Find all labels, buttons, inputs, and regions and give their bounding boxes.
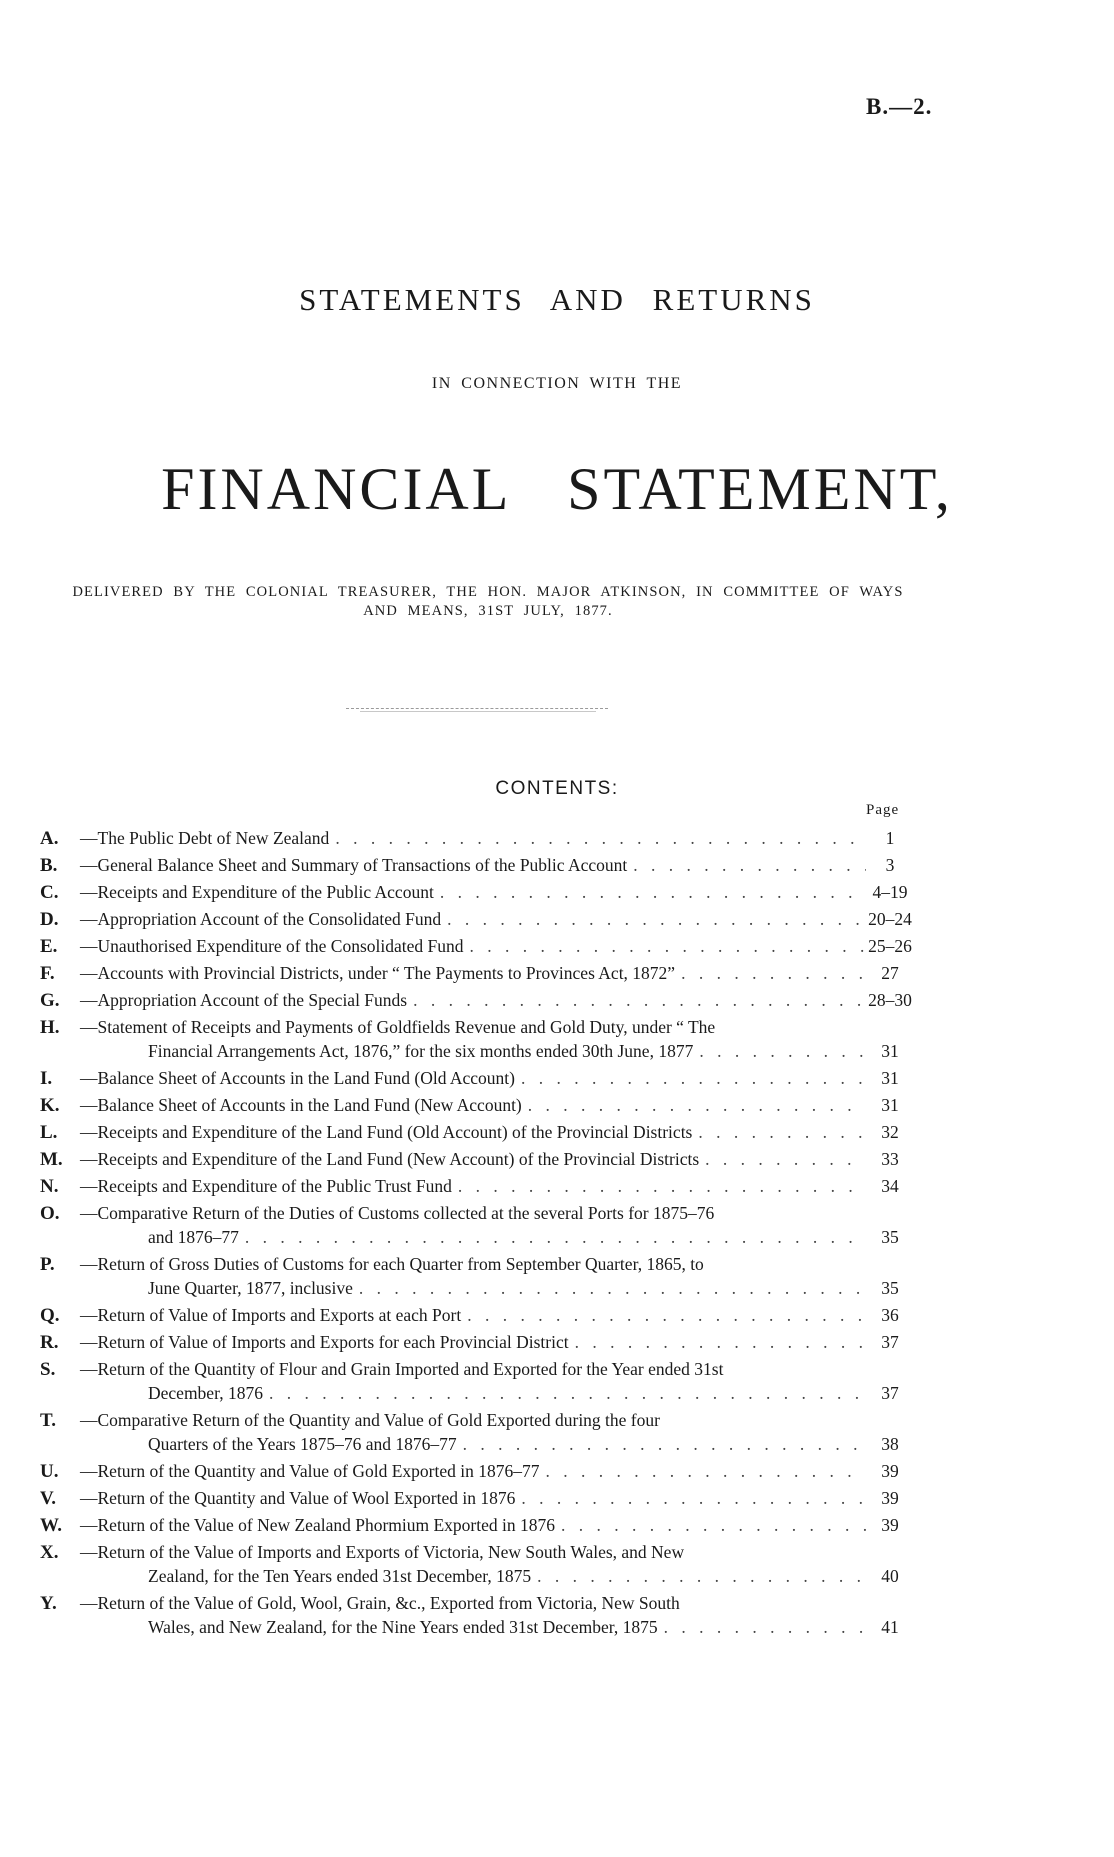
toc-entry-title: Wales, and New Zealand, for the Nine Years ended 31st December, 1875 [148, 1617, 658, 1637]
toc-entry-title: —Return of the Value of Imports and Exports of Victoria, New South Wales, and New [80, 1542, 685, 1562]
toc-entry-line [40, 988, 914, 1012]
dot-leader [531, 1564, 866, 1588]
page-reference: B.—2. [866, 94, 933, 119]
toc-entry-line [40, 826, 914, 850]
toc-entry [40, 988, 914, 1012]
toc-entry-page: 25–26 [868, 936, 912, 956]
toc-entry-letter: S. [40, 1359, 56, 1380]
toc-entry-title: and 1876–77 [148, 1227, 239, 1247]
toc-entry-line [40, 1201, 914, 1225]
toc-entry [40, 1330, 914, 1354]
toc-entry-page: 35 [881, 1278, 899, 1298]
toc-entry-letter: E. [40, 936, 58, 957]
toc-entry-title: December, 1876 [148, 1383, 263, 1403]
toc-entry-title: Zealand, for the Ten Years ended 31st December, 1875 [148, 1566, 532, 1586]
toc-entry-letter: N. [40, 1176, 59, 1197]
toc-entry-letter: F. [40, 963, 55, 984]
toc-entry-line [40, 853, 914, 877]
toc-entry-title: —Appropriation Account of the Consolidated Fund [80, 909, 442, 929]
decorative-rule-lower [360, 711, 596, 712]
toc-entry-title: —Return of the Value of Gold, Wool, Grain, &c., Exported from Victoria, New South [80, 1593, 680, 1613]
dot-leader [569, 1330, 866, 1354]
toc-entry-line [40, 1564, 914, 1588]
toc-entry-line [40, 1174, 914, 1198]
toc-entry-letter: O. [40, 1203, 60, 1224]
toc-entry-title: —Accounts with Provincial Districts, under “ The Payments to Provinces Act, 1872” [80, 963, 676, 983]
toc-entry-title: —Return of the Value of New Zealand Phormium Exported in 1876 [80, 1515, 555, 1535]
toc-entry [40, 1252, 914, 1300]
toc-entry [40, 1015, 914, 1063]
toc-entry-title: —Return of Value of Imports and Exports at each Port [80, 1305, 462, 1325]
toc-entry-line [40, 1591, 914, 1615]
dot-leader [515, 1486, 866, 1510]
toc-entry-page: 33 [881, 1149, 899, 1169]
toc-entry-page: 4–19 [872, 882, 908, 902]
toc-entry-page: 35 [881, 1227, 899, 1247]
toc-entry-page: 32 [881, 1122, 899, 1142]
delivery-note: DELIVERED BY THE COLONIAL TREASURER, THE HON. MAJOR ATKINSON, IN COMMITTEE OF WAYS AND MEANS, 31ST JULY, 1877. [72, 584, 904, 619]
toc-entry-line [40, 1252, 914, 1276]
toc-entry-line [40, 1015, 914, 1039]
toc-entry [40, 1591, 914, 1639]
toc-entry [40, 1093, 914, 1117]
toc-entry [40, 1486, 914, 1510]
toc-entry-line [40, 1276, 914, 1300]
dot-leader [329, 826, 866, 850]
table-of-contents [40, 826, 914, 1642]
dot-leader [693, 1039, 866, 1063]
toc-entry-letter: T. [40, 1410, 57, 1431]
toc-entry-line [40, 1357, 914, 1381]
toc-entry-line [40, 1093, 914, 1117]
toc-entry-line [40, 1120, 914, 1144]
contents-heading: CONTENTS: [495, 778, 619, 799]
toc-entry-page: 3 [885, 855, 895, 875]
toc-entry-letter: M. [40, 1149, 63, 1170]
toc-entry-page: 31 [881, 1068, 899, 1088]
toc-entry [40, 853, 914, 877]
dot-leader [627, 853, 866, 877]
dot-leader [407, 988, 866, 1012]
toc-entry-title: —Balance Sheet of Accounts in the Land Fund (New Account) [80, 1095, 522, 1115]
toc-entry-page: 39 [881, 1488, 899, 1508]
toc-entry [40, 1120, 914, 1144]
toc-entry [40, 1459, 914, 1483]
toc-entry [40, 1408, 914, 1456]
toc-entry [40, 1147, 914, 1171]
toc-entry-page: 20–24 [868, 909, 912, 929]
toc-entry-title: —Receipts and Expenditure of the Public Account [80, 882, 434, 902]
toc-entry-title: —Comparative Return of the Quantity and Value of Gold Exported during the four [80, 1410, 660, 1430]
toc-entry-letter: A. [40, 828, 59, 849]
toc-entry-line [40, 907, 914, 931]
toc-entry-title: —Appropriation Account of the Special Funds [80, 990, 408, 1010]
dot-leader [675, 961, 866, 985]
toc-entry-letter: L. [40, 1122, 58, 1143]
toc-entry-page: 40 [881, 1566, 899, 1586]
toc-entry-title: Quarters of the Years 1875–76 and 1876–77 [148, 1434, 457, 1454]
toc-entry-letter: V. [40, 1488, 57, 1509]
toc-entry-page: 1 [885, 828, 895, 848]
toc-entry-letter: P. [40, 1254, 55, 1275]
dot-leader [353, 1276, 866, 1300]
toc-entry-letter: Q. [40, 1305, 60, 1326]
title-financial-statement: FINANCIAL STATEMENT, [161, 456, 953, 522]
toc-entry-page: 31 [881, 1041, 899, 1061]
dot-leader [441, 907, 866, 931]
toc-entry-page: 41 [881, 1617, 899, 1637]
toc-entry-title: —Receipts and Expenditure of the Land Fund (New Account) of the Provincial Districts [80, 1149, 700, 1169]
toc-entry-page: 37 [881, 1332, 899, 1352]
toc-entry-title: —Return of Gross Duties of Customs for each Quarter from September Quarter, 1865, to [80, 1254, 704, 1274]
dot-leader [555, 1513, 866, 1537]
toc-entry-line [40, 1381, 914, 1405]
toc-entry-title: —Balance Sheet of Accounts in the Land Fund (Old Account) [80, 1068, 515, 1088]
toc-entry-page: 39 [881, 1461, 899, 1481]
toc-entry-title: —Return of Value of Imports and Exports for each Provincial District [80, 1332, 569, 1352]
title-statements-and-returns: STATEMENTS AND RETURNS [299, 282, 815, 317]
toc-entry-line [40, 1513, 914, 1537]
toc-entry-letter: Y. [40, 1593, 57, 1614]
title-in-connection: IN CONNECTION WITH THE [431, 375, 683, 392]
dot-leader [699, 1147, 866, 1171]
dot-leader [658, 1615, 866, 1639]
toc-entry-page: 38 [881, 1434, 899, 1454]
dot-leader [434, 880, 866, 904]
toc-entry-line [40, 880, 914, 904]
toc-entry-letter: R. [40, 1332, 59, 1353]
toc-entry [40, 1303, 914, 1327]
toc-entry-title: —Receipts and Expenditure of the Land Fund (Old Account) of the Provincial Districts [80, 1122, 693, 1142]
toc-entry-title: —The Public Debt of New Zealand [80, 828, 330, 848]
toc-entry [40, 907, 914, 931]
toc-entry-title: June Quarter, 1877, inclusive [148, 1278, 353, 1298]
toc-entry-page: 39 [881, 1515, 899, 1535]
toc-entry-page: 36 [881, 1305, 899, 1325]
toc-entry [40, 1540, 914, 1588]
toc-entry [40, 1201, 914, 1249]
toc-entry [40, 1513, 914, 1537]
toc-entry [40, 880, 914, 904]
decorative-rule [346, 708, 608, 709]
toc-entry-line [40, 1459, 914, 1483]
toc-entry-page: 27 [881, 963, 899, 983]
toc-entry-page: 28–30 [868, 990, 912, 1010]
toc-entry-page: 31 [881, 1095, 899, 1115]
toc-entry-line [40, 1330, 914, 1354]
dot-leader [452, 1174, 866, 1198]
toc-entry-title: —Unauthorised Expenditure of the Consolidated Fund [80, 936, 464, 956]
dot-leader [239, 1225, 866, 1249]
dot-leader [692, 1120, 866, 1144]
toc-entry-letter: U. [40, 1461, 59, 1482]
dot-leader [463, 934, 866, 958]
toc-entry-title: —Return of the Quantity and Value of Wool Exported in 1876 [80, 1488, 516, 1508]
toc-entry-line [40, 1486, 914, 1510]
dot-leader [515, 1066, 866, 1090]
dot-leader [263, 1381, 866, 1405]
toc-entry-letter: D. [40, 909, 59, 930]
toc-entry-letter: W. [40, 1515, 63, 1536]
toc-entry [40, 961, 914, 985]
dot-leader [539, 1459, 866, 1483]
dot-leader [461, 1303, 866, 1327]
page-column-heading: Page [866, 802, 900, 818]
toc-entry [40, 1066, 914, 1090]
toc-entry [40, 1174, 914, 1198]
toc-entry-page: 34 [881, 1176, 899, 1196]
toc-entry-letter: K. [40, 1095, 60, 1116]
toc-entry-letter: I. [40, 1068, 53, 1089]
toc-entry-line [40, 1540, 914, 1564]
toc-entry-line [40, 1615, 914, 1639]
toc-entry-line [40, 1432, 914, 1456]
toc-entry-line [40, 1303, 914, 1327]
toc-entry-title: —Receipts and Expenditure of the Public Trust Fund [80, 1176, 452, 1196]
toc-entry-title: —Comparative Return of the Duties of Customs collected at the several Ports for 1875–76 [80, 1203, 715, 1223]
toc-entry-title: Financial Arrangements Act, 1876,” for the six months ended 30th June, 1877 [148, 1041, 694, 1061]
toc-entry-line [40, 1147, 914, 1171]
toc-entry-line [40, 934, 914, 958]
toc-entry-letter: B. [40, 855, 58, 876]
dot-leader [457, 1432, 866, 1456]
toc-entry [40, 934, 914, 958]
toc-entry-page: 37 [881, 1383, 899, 1403]
toc-entry-line [40, 1039, 914, 1063]
toc-entry-line [40, 1408, 914, 1432]
toc-entry-title: —Return of the Quantity and Value of Gold Exported in 1876–77 [80, 1461, 540, 1481]
toc-entry-title: —General Balance Sheet and Summary of Transactions of the Public Account [80, 855, 628, 875]
toc-entry-letter: C. [40, 882, 59, 903]
toc-entry-line [40, 1225, 914, 1249]
toc-entry-line [40, 1066, 914, 1090]
toc-entry [40, 826, 914, 850]
dot-leader [522, 1093, 866, 1117]
toc-entry-line [40, 961, 914, 985]
toc-entry-title: —Statement of Receipts and Payments of Goldfields Revenue and Gold Duty, under “ The [80, 1017, 716, 1037]
toc-entry-letter: G. [40, 990, 60, 1011]
toc-entry-letter: H. [40, 1017, 60, 1038]
toc-entry-title: —Return of the Quantity of Flour and Grain Imported and Exported for the Year ended 31st [80, 1359, 724, 1379]
toc-entry [40, 1357, 914, 1405]
toc-entry-letter: X. [40, 1542, 59, 1563]
